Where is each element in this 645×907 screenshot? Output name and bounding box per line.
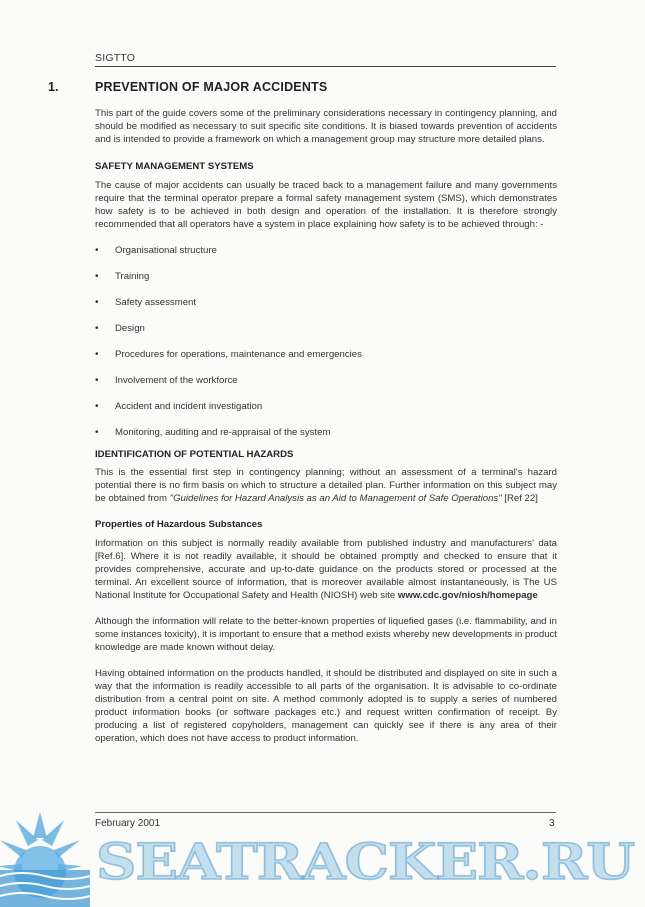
- properties-heading: Properties of Hazardous Substances: [95, 519, 263, 530]
- footer-date: February 2001: [95, 818, 161, 829]
- list-item: • Design: [95, 323, 145, 334]
- page-number: 3: [549, 818, 555, 829]
- sun-icon: [0, 812, 90, 907]
- properties-paragraph-2: Although the information will relate to the better-known properties of liquefied gases (i.e. flammability, and in some instances toxicity), it is important to ensure that a method exists whereby new developments in product knowledge are made known without delay.: [95, 616, 557, 653]
- bullet-icon: •: [95, 375, 99, 386]
- section-title: PREVENTION OF MAJOR ACCIDENTS: [95, 80, 328, 94]
- bullet-icon: •: [95, 323, 99, 334]
- hazards-heading: IDENTIFICATION OF POTENTIAL HAZARDS: [95, 449, 294, 460]
- sms-paragraph: The cause of major accidents can usually be traced back to a management failure and many governments require that the terminal operator prepare a formal safety management system (SMS), which demonstrates how safety is to be achieved in both design and operation of the installation. It is therefore strongly recommended that all operators have a system in place explaining how safety is to be achieved through: -: [95, 180, 557, 230]
- list-item: • Procedures for operations, maintenance and emergencies: [95, 349, 362, 360]
- footer-rule: [95, 812, 556, 813]
- body-text: [95, 107, 557, 745]
- running-header: SIGTTO: [95, 52, 136, 64]
- sms-heading: SAFETY MANAGEMENT SYSTEMS: [95, 161, 254, 172]
- list-item: • Monitoring, auditing and re-appraisal of the system: [95, 427, 331, 438]
- intro-paragraph: This part of the guide covers some of the preliminary considerations necessary in contingency planning, and should be modified as necessary to suit specific site conditions. It is biased towards prevention of accidents and is intended to provide a framework on which a management group may structure more detailed plans.: [95, 108, 557, 145]
- citation: "Guidelines for Hazard Analysis as an Aid to Management of Safe Operations": [169, 493, 502, 504]
- list-item: • Accident and incident investigation: [95, 401, 263, 412]
- niosh-link[interactable]: www.cdc.gov/niosh/homepage: [397, 590, 538, 601]
- watermark-text: SEATRACKER.RU: [96, 832, 634, 891]
- list-item: • Organisational structure: [95, 245, 217, 256]
- section-number: 1.: [48, 80, 59, 94]
- bullet-icon: •: [95, 427, 99, 438]
- sms-bullet-list: [95, 244, 557, 439]
- properties-paragraph-3: Having obtained information on the products handled, it should be distributed and displayed on site in such a way that the information is readily accessible to all parts of the organisation. It is advisable to co-ordinate distribution from a central point on site. A method commonly adopted is to supply a series of numbered product information books (or software packages etc.) and request written confirmation of receipt. By producing a list of registered copyholders, management can quickly see if there is any area of their operation, which does not have access to product information.: [95, 668, 557, 744]
- properties-paragraph-1: Information on this subject is normally readily available from published industry and manufacturers' data [Ref.6]. Where it is not readily available, it should be obtained promptly and checked to ensure that it provides comprehensive, accurate and up-to-date guidance on the products stored or processed at the terminal. An excellent source of information, that is moreover available almost instantaneously, is The US National Institute for Occupational Safety and Health (NIOSH) web site www.cdc.gov/niosh/homepage: [95, 538, 557, 601]
- bullet-icon: •: [95, 245, 99, 256]
- list-item: • Involvement of the workforce: [95, 375, 238, 386]
- bullet-icon: •: [95, 297, 99, 308]
- bullet-icon: •: [95, 401, 99, 412]
- bullet-icon: •: [95, 271, 99, 282]
- list-item: • Training: [95, 271, 150, 282]
- list-item: • Safety assessment: [95, 297, 197, 308]
- bullet-icon: •: [95, 349, 99, 360]
- header-rule: [95, 66, 556, 67]
- hazards-paragraph: This is the essential first step in contingency planning; without an assessment of a terminal's hazard potential there is no firm basis on which to structure a detailed plan. Further information on this subject may be obtained from "Guidelines for Hazard Analysis as an Aid to Management of Safe Operations" [Ref 22]: [95, 467, 557, 504]
